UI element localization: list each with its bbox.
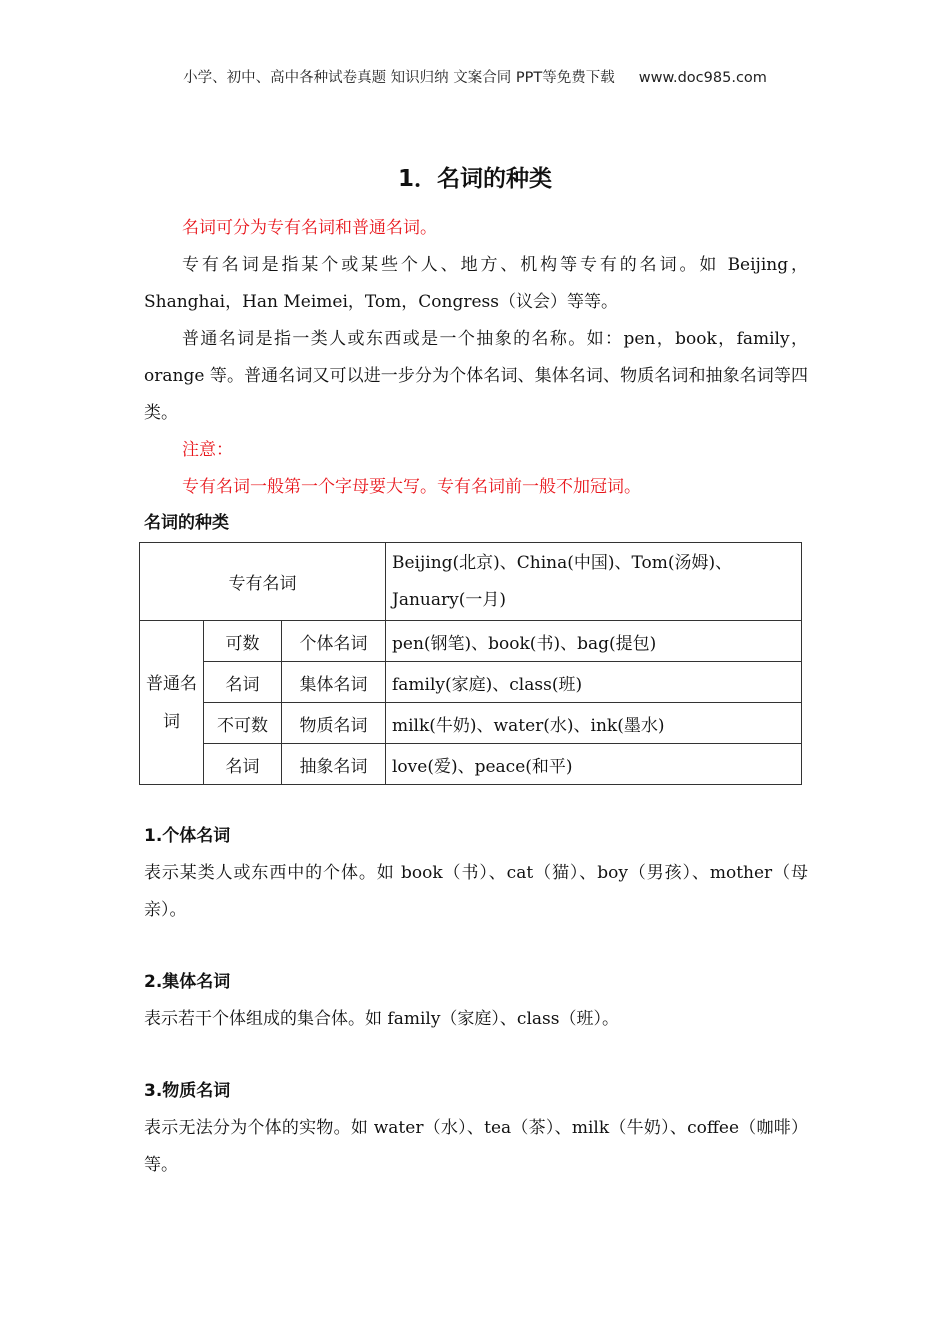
intro-paragraph-common: 普通名词是指一类人或东西或是一个抽象的名称。如：pen，book，family，orange 等。普通名词又可以进一步分为个体名词、集体名词、物质名词和抽象名词等四类。 <box>144 329 808 423</box>
noun-types-table <box>139 542 802 785</box>
intro-section <box>144 210 808 506</box>
intro-paragraph-proper: 专有名词是指某个或某些个人、地方、机构等专有的名词。如 Beijing，Shanghai，Han Meimei，Tom，Congress（议会）等等。 <box>144 255 808 312</box>
row-type: 物质名词 <box>282 703 386 744</box>
table-row <box>140 703 802 744</box>
header-site: www.doc985.com <box>638 70 767 86</box>
countable-bottom: 名词 <box>204 662 282 703</box>
note-label: 注意： <box>182 440 233 460</box>
section-heading: 3.物质名词 <box>144 1081 231 1101</box>
header-text: 小学、初中、高中各种试卷真题 知识归纳 文案合同 PPT等免费下载 <box>183 70 615 86</box>
common-noun-cell: 普通名词 <box>140 621 204 785</box>
row-type: 集体名词 <box>282 662 386 703</box>
row-examples: family(家庭)、class(班) <box>386 662 802 703</box>
proper-noun-examples: Beijing(北京)、China(中国)、Tom(汤姆)、January(一月) <box>386 543 802 621</box>
uncountable-top: 不可数 <box>204 703 282 744</box>
section-text: 表示无法分为个体的实物。如 water（水）、tea（茶）、milk（牛奶）、coffee（咖啡）等。 <box>144 1118 808 1175</box>
intro-line-1: 名词可分为专有名词和普通名词。 <box>182 218 437 238</box>
table-caption: 名词的种类 <box>144 513 229 533</box>
section-text: 表示某类人或东西中的个体。如 book（书）、cat（猫）、boy（男孩）、mother（母亲）。 <box>144 863 808 920</box>
countable-top: 可数 <box>204 621 282 662</box>
page-title: 1．名词的种类 <box>397 166 552 192</box>
table-row <box>140 662 802 703</box>
section-collective-nouns <box>144 964 808 1038</box>
section-material-nouns <box>144 1073 808 1184</box>
section-heading: 2.集体名词 <box>144 972 231 992</box>
section-individual-nouns <box>144 818 808 929</box>
section-text: 表示若干个体组成的集合体。如 family（家庭）、class（班）。 <box>144 1009 619 1029</box>
section-heading: 1.个体名词 <box>144 826 231 846</box>
table-row <box>140 543 802 621</box>
row-examples: milk(牛奶)、water(水)、ink(墨水) <box>386 703 802 744</box>
row-examples: love(爱)、peace(和平) <box>386 744 802 785</box>
proper-noun-cell: 专有名词 <box>140 543 386 621</box>
uncountable-bottom: 名词 <box>204 744 282 785</box>
page-header <box>0 66 950 87</box>
table-row <box>140 621 802 662</box>
row-type: 个体名词 <box>282 621 386 662</box>
table-row <box>140 744 802 785</box>
row-type: 抽象名词 <box>282 744 386 785</box>
note-text: 专有名词一般第一个字母要大写。专有名词前一般不加冠词。 <box>182 477 641 497</box>
row-examples: pen(钢笔)、book(书)、bag(提包) <box>386 621 802 662</box>
